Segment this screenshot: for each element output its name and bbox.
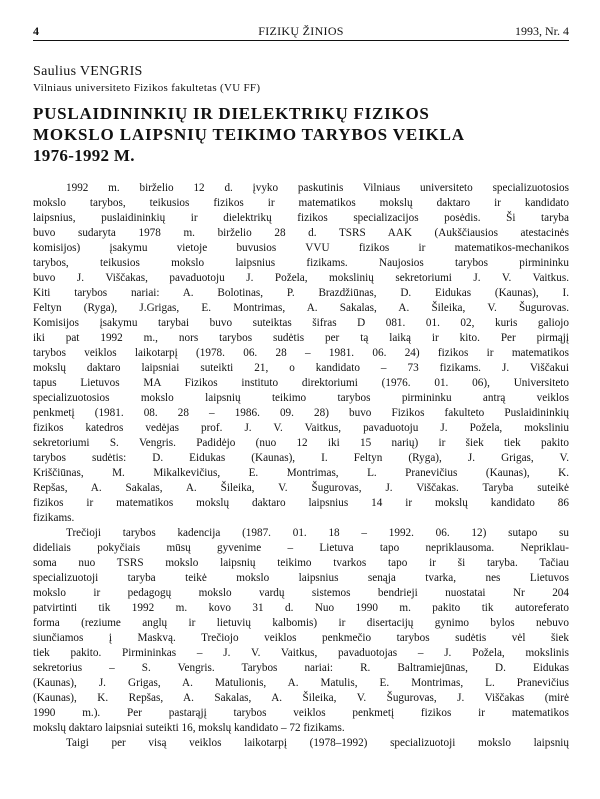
body-line: laipsnius, puslaidininkių ir dielektrikų fizikos specializacijos posėdis. Ši taryba — [33, 212, 569, 224]
author-name: Saulius VENGRIS — [33, 64, 143, 79]
body-line: komisijos) įsakymu vietoje buvusios VVU fizikos ir matematikos-mechanikos — [33, 242, 569, 254]
body-line: mokslų daktaro laipsniai suteikti 21, o kandidato – 73 fizikams. J. Viščakui — [33, 362, 569, 374]
body-line: mokslo ir pedagogų mokslo vardų sistemos bendrieji nuostatai Nr 204 — [33, 587, 569, 599]
body-line: sekretoriumi S. Vengris. Padidėjo (nuo 12 iki 15 narių) ir šiek tiek pakito — [33, 437, 569, 449]
body-line: Kriščiūnas, M. Mikalkevičius, E. Montrimas, L. Pranevičius (Kaunas), K. — [33, 467, 569, 479]
body-line: tarybos, teikusios mokslo laipsnius fizikams. Naujosios tarybos pirmininku — [33, 257, 569, 269]
body-line: tarybos sudėtis: D. Eidukas (Kaunas), I. Feltyn (Ryga), J. Grigas, V. — [33, 452, 569, 464]
body-line: siunčiamos į Maskvą. Trečiojo veiklos penkmečio tarybos sudėtis vėl šiek — [33, 632, 569, 644]
issue-label: 1993, Nr. 4 — [515, 24, 569, 38]
body-line: Feltyn (Ryga), J.Grigas, E. Montrimas, A. Sakalas, A. Šileika, V. Šugurovas. — [33, 302, 569, 314]
body-line: sekretorius – S. Vengris. Tarybos nariai: R. Baltramiejūnas, D. Eidukas — [33, 662, 569, 674]
body-line: 1992 m. birželio 12 d. įvyko paskutinis Vilniaus universiteto specializuotosios — [66, 182, 569, 194]
author-affiliation: Vilniaus universiteto Fizikos fakultetas (VU FF) — [33, 82, 261, 94]
body-line: fizikos ir matematikos mokslų daktaro laipsnius 14 ir mokslų kandidato 86 — [33, 497, 569, 509]
body-line: forma (reziume anglų ir lietuvių kalbomis) ir disertacijų gynimo bylos nebuvo — [33, 617, 569, 629]
body-line: Repšas, A. Sakalas, A. Šileika, V. Šugurovas, J. Viščakas. Taryba suteikė — [33, 482, 569, 494]
title-line: 1976-1992 M. — [33, 146, 135, 165]
body-line: (Kaunas), K. Repšas, A. Sakalas, A. Šileika, V. Šugurovas, J. Viščakas (mirė — [33, 692, 569, 704]
running-header — [33, 22, 569, 41]
body-line: specializuotosios mokslo laipsnių teikimo tarybos pirmininku antrą veiklos — [33, 392, 569, 404]
body-line: (Kaunas), J. Grigas, A. Matulionis, A. Matulis, E. Montrimas, L. Pranevičius — [33, 677, 569, 689]
article-title — [33, 103, 573, 166]
body-line: Kiti tarybos nariai: A. Bolotinas, P. Brazdžiūnas, D. Eidukas (Kaunas), I. — [33, 287, 569, 299]
title-line: PUSLAIDININKIŲ IR DIELEKTRIKŲ FIZIKOS — [33, 104, 430, 123]
body-line: penkmetį (1981. 08. 28 – 1986. 09. 28) buvo Fizikos fakulteto Puslaidininkių — [33, 407, 569, 419]
body-line: buvo J. Viščakas, pavaduotoju J. Požela, mokslinių sekretoriumi J. V. Vaitkus. — [33, 272, 569, 284]
body-line: Komisijos įsakymu tarybai buvo suteiktas šifras D 081. 01. 02, kuris galiojo — [33, 317, 569, 329]
body-line: Trečioji tarybos kadencija (1987. 01. 18 – 1992. 06. 12) sutapo su — [66, 527, 569, 539]
body-line: fizikams. — [33, 512, 75, 524]
body-line: buvo sudaryta 1978 m. birželio 28 d. TSRS AAK (Aukščiausios atestacinės — [33, 227, 569, 239]
body-line: specializuotoji taryba teikė mokslo laipsnius senąja tvarka, nes Lietuvos — [33, 572, 569, 584]
body-line: Taigi per visą veiklos laikotarpį (1978–1992) specializuotoji mokslo laipsnių — [66, 737, 569, 749]
body-line: fizikos katedros vedėjas prof. J. V. Vaitkus, pavaduotoju J. Požela, moksliniu — [33, 422, 569, 434]
body-line: dideliais pokyčiais mūsų gyvenime – Lietuva tapo nepriklausoma. Nepriklau- — [33, 542, 569, 554]
body-line: iki pat 1992 m., nors tarybos sudėtis per tą laiką ir kito. Per pirmąjį — [33, 332, 569, 344]
journal-title: FIZIKŲ ŽINIOS — [258, 24, 344, 38]
body-line: mokslų daktaro laipsniai suteikti 16, mokslų kandidato – 72 fizikams. — [33, 722, 345, 734]
body-line: tiek pakito. Pirmininkas – J. V. Vaitkus, pavaduotojas – J. Požela, mokslinis — [33, 647, 569, 659]
body-line: mokslo tarybos, teikusios fizikos ir matematikos mokslų daktaro ir kandidato — [33, 197, 569, 209]
body-line: patvirtinti tik 1992 m. kovo 31 d. Nuo 1990 m. pakito tik autoreferato — [33, 602, 569, 614]
article-body — [33, 181, 569, 751]
body-line: soma nuo TSRS mokslo laipsnių teikimo tvarkos tapo ir ši taryba. Tačiau — [33, 557, 569, 569]
title-line: MOKSLO LAIPSNIŲ TEIKIMO TARYBOS VEIKLA — [33, 125, 465, 144]
body-line: tarybos veiklos laikotarpį (1978. 06. 28 – 1981. 06. 24) fizikos ir matematikos — [33, 347, 569, 359]
body-line: 1990 m.). Per pastarąjį tarybos veiklos penkmetį fizikos ir matematikos — [33, 707, 569, 719]
page-number: 4 — [33, 24, 39, 38]
body-line: tapus Lietuvos MA Fizikos instituto direktoriumi (1976. 01. 06), Universiteto — [33, 377, 569, 389]
